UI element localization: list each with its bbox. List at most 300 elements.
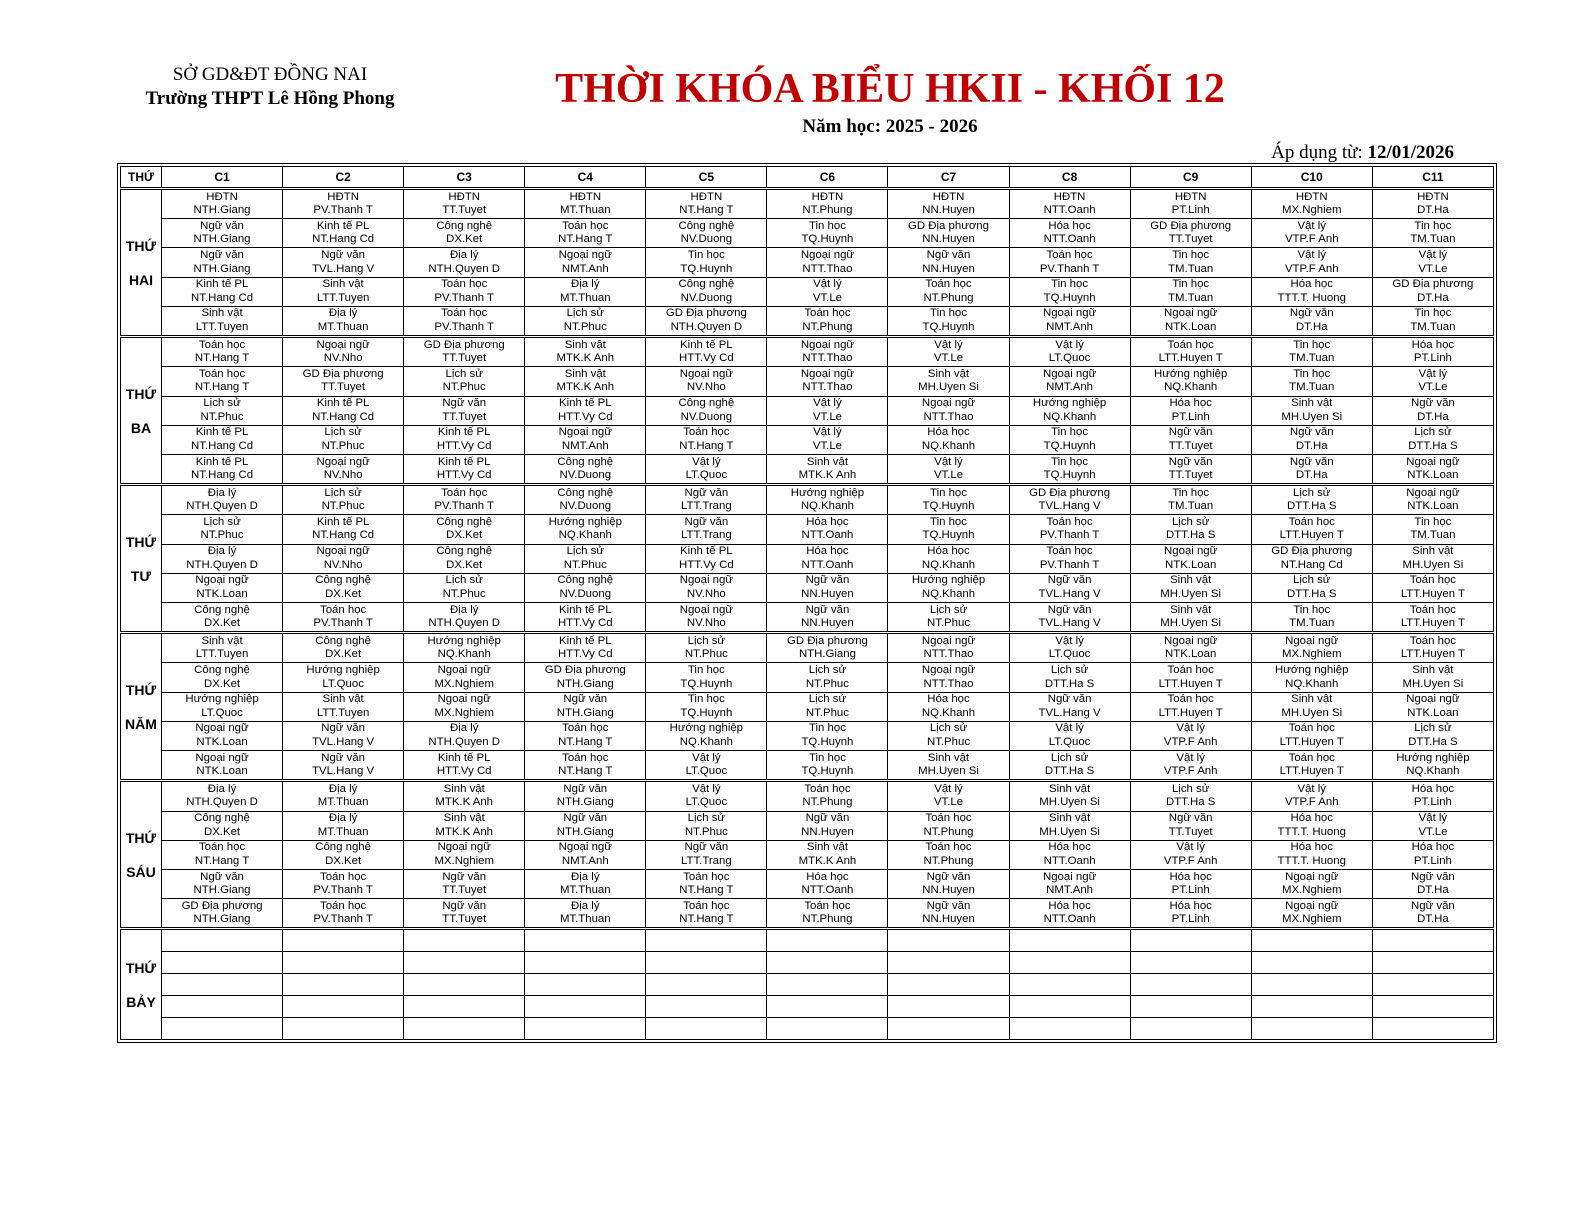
lesson-cell [1251, 454, 1372, 484]
lesson-teacher: NTT.Oanh [1043, 204, 1096, 217]
lesson-cell [767, 219, 888, 248]
lesson-teacher: MT.Thuan [317, 825, 369, 838]
lesson-cell [1009, 425, 1130, 454]
lesson-cell [767, 781, 888, 811]
lesson-cell [283, 425, 404, 454]
lesson-teacher: LT.Quoc [1048, 352, 1091, 365]
lesson-subject: Lịch sử [1414, 426, 1452, 439]
period-row [121, 544, 1494, 573]
lesson-subject: Công nghệ [194, 664, 250, 677]
lesson-teacher: NT.Phuc [926, 735, 971, 748]
lesson-subject: Ngoại ngữ [800, 249, 855, 262]
lesson-cell [767, 633, 888, 663]
lesson-subject: Hướng nghiệp [790, 486, 865, 499]
lesson-subject: Ngoại ngữ [800, 367, 855, 380]
lesson-subject: Lịch sử [203, 515, 241, 528]
lesson-teacher: NMT.Anh [561, 854, 609, 867]
lesson-teacher: NTH.Giang [193, 204, 251, 217]
lesson-subject: Hóa học [1048, 841, 1091, 854]
lesson-subject: Toán học [1409, 574, 1456, 587]
lesson-teacher: NT.Phuc [684, 648, 728, 661]
lesson-subject: Ngữ văn [200, 219, 244, 232]
lesson-teacher: VTP.F Anh [1284, 796, 1339, 809]
lesson-subject: Toán học [320, 870, 367, 883]
lesson-teacher: MTK.K Anh [556, 352, 615, 365]
lesson-cell [1009, 1018, 1130, 1040]
lesson-teacher: MX.Nghiem [1281, 913, 1342, 926]
lesson-cell [1130, 544, 1251, 573]
lesson-subject: Sinh vật [1291, 397, 1333, 410]
lesson-cell [162, 515, 283, 544]
lesson-subject: HĐTN [690, 190, 723, 203]
lesson-cell [525, 277, 646, 306]
lesson-teacher: LTT.Tuyen [316, 291, 370, 304]
lesson-cell [1372, 899, 1493, 929]
lesson-cell [525, 633, 646, 663]
lesson-subject: Hóa học [1290, 841, 1333, 854]
lesson-subject: Ngữ văn [1289, 307, 1334, 320]
lesson-cell [767, 277, 888, 306]
lesson-teacher: LTT.Huyen T [1279, 765, 1344, 778]
class-header-c6: C6 [767, 167, 888, 189]
lesson-subject: Địa lý [207, 545, 237, 558]
lesson-cell [1372, 277, 1493, 306]
lesson-teacher: TM.Tuan [1168, 262, 1214, 275]
lesson-cell [1130, 1018, 1251, 1040]
lesson-cell [1372, 425, 1493, 454]
lesson-subject: Lịch sử [929, 722, 968, 735]
lesson-cell [646, 485, 767, 515]
lesson-cell [283, 899, 404, 929]
lesson-cell [525, 751, 646, 781]
lesson-teacher: LTT.Trang [681, 529, 732, 542]
day-label-line: TƯ [130, 567, 152, 584]
lesson-subject: Vật lý [1418, 367, 1448, 380]
lesson-cell [1251, 929, 1372, 952]
lesson-subject: Vật lý [813, 397, 842, 410]
lesson-cell [1372, 869, 1493, 898]
lesson-subject: Hóa học [806, 545, 849, 558]
lesson-subject: Ngoại ngữ [921, 397, 976, 410]
lesson-subject: Ngữ văn [1168, 812, 1213, 825]
lesson-teacher: NTK.Loan [1407, 706, 1459, 719]
lesson-subject: Hóa học [1290, 278, 1333, 291]
lesson-teacher: NT.Phuc [321, 500, 365, 513]
lesson-teacher: DTT.Ha S [1287, 587, 1337, 600]
lesson-cell [1372, 337, 1493, 367]
lesson-teacher: PT.Linh [1171, 884, 1210, 897]
lesson-subject: Ngoại ngữ [437, 664, 491, 677]
lesson-cell [525, 899, 646, 929]
lesson-subject: Hóa học [927, 426, 970, 439]
lesson-teacher: NTH.Quyen D [428, 735, 500, 748]
lesson-cell [646, 573, 767, 602]
day-group [121, 633, 1494, 781]
lesson-cell [1009, 485, 1130, 515]
lesson-cell [404, 952, 525, 974]
lesson-teacher: NT.Hang T [679, 439, 734, 452]
lesson-teacher: VT.Le [1418, 381, 1448, 394]
lesson-cell [888, 485, 1009, 515]
period-row [121, 485, 1494, 515]
lesson-cell [162, 277, 283, 306]
lesson-cell [283, 602, 404, 632]
lesson-subject: Tin học [808, 219, 846, 232]
lesson-subject: Toán học [683, 870, 730, 883]
lesson-subject: HĐTN [932, 190, 965, 203]
lesson-cell [646, 952, 767, 974]
lesson-teacher: VT.Le [1418, 825, 1448, 838]
lesson-cell [404, 811, 525, 840]
department-name: SỞ GD&ĐT ĐỒNG NAI [172, 64, 368, 85]
lesson-subject: Ngoại ngữ [679, 603, 733, 616]
lesson-teacher: NTT.Thao [923, 677, 974, 690]
lesson-cell [646, 899, 767, 929]
lesson-teacher: NT.Hang T [679, 913, 734, 926]
lesson-subject: Sinh vật [806, 455, 849, 468]
lesson-subject: Hướng nghiệp [306, 664, 380, 677]
lesson-cell [888, 869, 1009, 898]
lesson-subject: Toán học [441, 278, 488, 291]
lesson-subject: Hướng nghiệp [548, 515, 622, 528]
lesson-cell [404, 337, 525, 367]
lesson-subject: GD Địa phương [302, 367, 384, 380]
lesson-subject: Vật lý [1055, 634, 1084, 647]
lesson-teacher: NT.Phung [923, 291, 974, 304]
day-label-line: THỨ [125, 829, 157, 846]
lesson-subject: Tin học [808, 722, 846, 735]
lesson-subject: Ngữ văn [805, 574, 850, 587]
lesson-cell [888, 811, 1009, 840]
lesson-subject: Công nghệ [194, 812, 250, 825]
period-row [121, 425, 1494, 454]
lesson-cell [525, 515, 646, 544]
lesson-teacher: PT.Linh [1171, 913, 1210, 926]
lesson-subject: GD Địa phương [908, 219, 989, 232]
day-label-line: BA [130, 419, 152, 436]
lesson-subject: Ngoại ngữ [1042, 367, 1097, 380]
lesson-subject: Sinh vật [564, 338, 606, 351]
lesson-cell [525, 396, 646, 425]
lesson-cell [283, 573, 404, 602]
lesson-teacher: TQ.Huynh [680, 262, 733, 275]
lesson-cell [1251, 840, 1372, 869]
lesson-teacher: LTT.Tuyen [195, 648, 249, 661]
lesson-subject: Địa lý [449, 249, 479, 262]
lesson-subject: Ngữ văn [684, 515, 729, 528]
lesson-teacher: PV.Thanh T [313, 204, 373, 217]
lesson-teacher: NT.Phuc [563, 320, 607, 333]
lesson-teacher: NTH.Quyen D [428, 617, 500, 630]
lesson-teacher: TQ.Huynh [922, 320, 975, 333]
lesson-teacher: TVL.Hang V [312, 262, 375, 275]
lesson-teacher: MH.Uyen Si [1402, 677, 1464, 690]
lesson-subject: Ngoại ngữ [921, 634, 976, 647]
lesson-cell [1009, 663, 1130, 692]
class-header-c7: C7 [888, 167, 1009, 189]
lesson-teacher: NT.Hang T [558, 735, 613, 748]
lesson-teacher: TQ.Huynh [1043, 469, 1096, 482]
lesson-subject: HĐTN [448, 190, 481, 203]
lesson-teacher: NTK.Loan [1407, 469, 1459, 482]
lesson-subject: Lịch sử [324, 486, 362, 499]
lesson-subject: GD Địa phương [786, 634, 868, 647]
lesson-teacher: TM.Tuan [1168, 500, 1214, 513]
lesson-subject: GD Địa phương [665, 307, 747, 320]
lesson-cell [646, 869, 767, 898]
lesson-teacher: VTP.F Anh [1163, 765, 1218, 778]
lesson-cell [404, 248, 525, 277]
lesson-subject: Vật lý [1176, 841, 1205, 854]
lesson-cell [767, 663, 888, 692]
lesson-teacher: NTT.Oanh [801, 558, 854, 571]
lesson-teacher: NT.Phung [802, 796, 853, 809]
lesson-cell [1372, 1018, 1493, 1040]
lesson-cell [767, 425, 888, 454]
lesson-cell [888, 929, 1009, 952]
lesson-cell [888, 974, 1009, 996]
lesson-teacher: NQ.Khanh [921, 706, 976, 719]
lesson-teacher: NTT.Thao [802, 262, 853, 275]
lesson-cell [1372, 781, 1493, 811]
lesson-subject: Công nghệ [436, 515, 493, 528]
period-row [121, 1018, 1494, 1040]
lesson-subject: Toán học [1409, 634, 1456, 647]
lesson-teacher: TVL.Hang V [1038, 500, 1101, 513]
lesson-teacher: TM.Tuan [1410, 233, 1456, 246]
lesson-cell [525, 996, 646, 1018]
lesson-cell [1372, 306, 1493, 336]
lesson-subject: GD Địa phương [1271, 545, 1353, 558]
lesson-cell [1130, 454, 1251, 484]
lesson-subject: Lịch sử [445, 574, 483, 587]
lesson-cell [525, 367, 646, 396]
day-label [121, 781, 162, 929]
lesson-subject: Ngữ văn [684, 486, 729, 499]
lesson-teacher: DX.Ket [325, 648, 362, 661]
lesson-teacher: NTH.Quyen D [670, 320, 743, 333]
lesson-cell [162, 663, 283, 692]
lesson-subject: Ngữ văn [1047, 603, 1092, 616]
lesson-teacher: TTT.T. Huong [1277, 291, 1346, 304]
lesson-teacher: NN.Huyen [922, 884, 975, 897]
lesson-cell [162, 306, 283, 336]
lesson-subject: Lịch sử [1050, 664, 1089, 677]
lesson-cell [1251, 721, 1372, 750]
applied-date: 12/01/2026 [1367, 142, 1454, 163]
lesson-cell [1009, 306, 1130, 336]
lesson-cell [1130, 811, 1251, 840]
lesson-subject: Toán học [683, 899, 730, 912]
lesson-cell [1130, 189, 1251, 219]
lesson-teacher: NTT.Thao [802, 381, 853, 394]
lesson-cell [646, 219, 767, 248]
lesson-teacher: NTT.Oanh [1043, 854, 1096, 867]
lesson-cell [767, 692, 888, 721]
lesson-cell [888, 996, 1009, 1018]
lesson-teacher: NTT.Oanh [801, 884, 854, 897]
period-row [121, 277, 1494, 306]
lesson-teacher: NMT.Anh [1046, 884, 1093, 897]
lesson-teacher: VTP.F Anh [1163, 854, 1218, 867]
lesson-cell [888, 692, 1009, 721]
lesson-cell [1372, 248, 1493, 277]
lesson-teacher: NT.Phuc [805, 706, 849, 719]
lesson-cell [646, 277, 767, 306]
lesson-subject: Sinh vật [927, 367, 970, 380]
lesson-cell [767, 337, 888, 367]
lesson-subject: Ngoại ngữ [1285, 899, 1339, 912]
lesson-cell [767, 952, 888, 974]
lesson-teacher: VT.Le [933, 796, 964, 809]
lesson-cell [162, 751, 283, 781]
lesson-cell [1130, 869, 1251, 898]
lesson-subject: Hướng nghiệp [1396, 751, 1470, 764]
lesson-subject: Công nghệ [678, 219, 735, 232]
lesson-subject: Ngữ văn [200, 870, 244, 883]
lesson-subject: Ngoại ngữ [1406, 455, 1460, 468]
lesson-teacher: TT.Tuyet [442, 410, 487, 423]
lesson-teacher: NTK.Loan [1165, 320, 1217, 333]
lesson-teacher: VTP.F Anh [1163, 735, 1218, 748]
lesson-teacher: TM.Tuan [1289, 617, 1335, 630]
day-label-line: THỨ [125, 237, 157, 254]
lesson-subject: Kinh tế PL [558, 397, 612, 410]
lesson-subject: Kinh tế PL [437, 426, 491, 439]
lesson-teacher: DT.Ha [1417, 410, 1449, 423]
lesson-cell [646, 306, 767, 336]
lesson-subject: Toán học [198, 367, 246, 380]
lesson-teacher: NV.Nho [686, 617, 726, 630]
period-row [121, 692, 1494, 721]
day-label [121, 929, 162, 1040]
lesson-teacher: NTT.Oanh [801, 529, 854, 542]
lesson-teacher: NTH.Giang [193, 913, 251, 926]
lesson-cell [404, 751, 525, 781]
lesson-subject: Ngữ văn [442, 899, 487, 912]
lesson-subject: Ngoại ngữ [437, 841, 491, 854]
lesson-cell [1130, 367, 1251, 396]
lesson-subject: Ngoại ngữ [679, 367, 733, 380]
lesson-teacher: PV.Thanh T [434, 500, 494, 513]
lesson-cell [525, 663, 646, 692]
lesson-teacher: NQ.Khanh [800, 500, 855, 513]
lesson-subject: Ngoại ngữ [558, 249, 612, 262]
lesson-cell [1130, 573, 1251, 602]
lesson-teacher: NTT.Thao [923, 410, 974, 423]
lesson-teacher: NTH.Giang [556, 706, 614, 719]
lesson-subject: Ngoại ngữ [316, 338, 370, 351]
lesson-cell [1009, 781, 1130, 811]
lesson-cell [1251, 277, 1372, 306]
period-row [121, 573, 1494, 602]
lesson-subject: Vật lý [934, 338, 963, 351]
class-header-c2: C2 [283, 167, 404, 189]
lesson-subject: Lịch sử [1171, 782, 1210, 795]
lesson-cell [1009, 811, 1130, 840]
lesson-subject: Sinh vật [1412, 664, 1454, 677]
lesson-cell [1130, 952, 1251, 974]
lesson-teacher: LTT.Huyen T [1158, 706, 1223, 719]
lesson-cell [404, 840, 525, 869]
lesson-subject: Hướng nghiệp [1032, 397, 1107, 410]
lesson-subject: HĐTN [811, 190, 844, 203]
lesson-teacher: DX.Ket [325, 587, 362, 600]
lesson-teacher: NT.Hang Cd [312, 529, 375, 542]
lesson-teacher: HTT.Vy Cd [436, 765, 492, 778]
lesson-subject: Lịch sử [1414, 722, 1452, 735]
lesson-teacher: NQ.Khanh [1042, 410, 1097, 423]
lesson-teacher: LT.Quoc [201, 706, 243, 719]
lesson-cell [767, 248, 888, 277]
lesson-teacher: LT.Quoc [685, 796, 728, 809]
lesson-cell [525, 573, 646, 602]
lesson-subject: Tin học [1051, 426, 1089, 439]
lesson-subject: Tin học [808, 751, 846, 764]
lesson-cell [1251, 1018, 1372, 1040]
timetable-frame [117, 163, 1497, 1043]
lesson-subject: Sinh vật [1049, 812, 1091, 825]
lesson-cell [283, 996, 404, 1018]
lesson-subject: Toán học [804, 899, 851, 912]
lesson-subject: Ngoại ngữ [1285, 870, 1339, 883]
lesson-cell [162, 974, 283, 996]
lesson-subject: Toán học [1046, 545, 1093, 558]
lesson-cell [888, 396, 1009, 425]
school-name: Trường THPT Lê Hồng Phong [145, 88, 395, 109]
lesson-cell [888, 751, 1009, 781]
lesson-teacher: DTT.Ha S [1044, 765, 1095, 778]
lesson-cell [404, 396, 525, 425]
lesson-cell [1009, 869, 1130, 898]
lesson-teacher: MH.Uyen Si [918, 765, 979, 778]
lesson-cell [525, 1018, 646, 1040]
lesson-teacher: NTK.Loan [196, 735, 248, 748]
lesson-teacher: NQ.Khanh [921, 439, 976, 452]
class-header-c8: C8 [1009, 167, 1130, 189]
lesson-cell [525, 306, 646, 336]
lesson-cell [646, 929, 767, 952]
lesson-cell [1372, 602, 1493, 632]
lesson-cell [162, 811, 283, 840]
lesson-subject: Tin học [1172, 278, 1210, 291]
lesson-teacher: NN.Huyen [801, 587, 854, 600]
lesson-teacher: NN.Huyen [801, 825, 854, 838]
lesson-cell [283, 544, 404, 573]
lesson-teacher: NQ.Khanh [921, 587, 976, 600]
lesson-teacher: PV.Thanh T [1039, 529, 1100, 542]
day-label-line: THỨ [125, 681, 157, 698]
lesson-teacher: PV.Thanh T [434, 291, 494, 304]
lesson-subject: Hóa học [1290, 812, 1333, 825]
lesson-teacher: TT.Tuyet [442, 913, 487, 926]
lesson-cell [1130, 425, 1251, 454]
lesson-teacher: VT.Le [812, 410, 842, 423]
lesson-cell [1372, 721, 1493, 750]
lesson-teacher: NT.Hang T [679, 204, 734, 217]
lesson-teacher: NTH.Giang [193, 233, 251, 246]
lesson-subject: Hóa học [806, 870, 849, 883]
lesson-subject: Toán học [1288, 751, 1335, 764]
lesson-cell [888, 840, 1009, 869]
lesson-cell [646, 396, 767, 425]
lesson-teacher: NT.Phuc [805, 677, 849, 690]
lesson-teacher: NT.Phuc [200, 410, 244, 423]
lesson-subject: Sinh vật [201, 634, 243, 647]
lesson-subject: Toán học [1288, 722, 1335, 735]
lesson-teacher: VT.Le [1418, 262, 1448, 275]
lesson-cell [404, 602, 525, 632]
